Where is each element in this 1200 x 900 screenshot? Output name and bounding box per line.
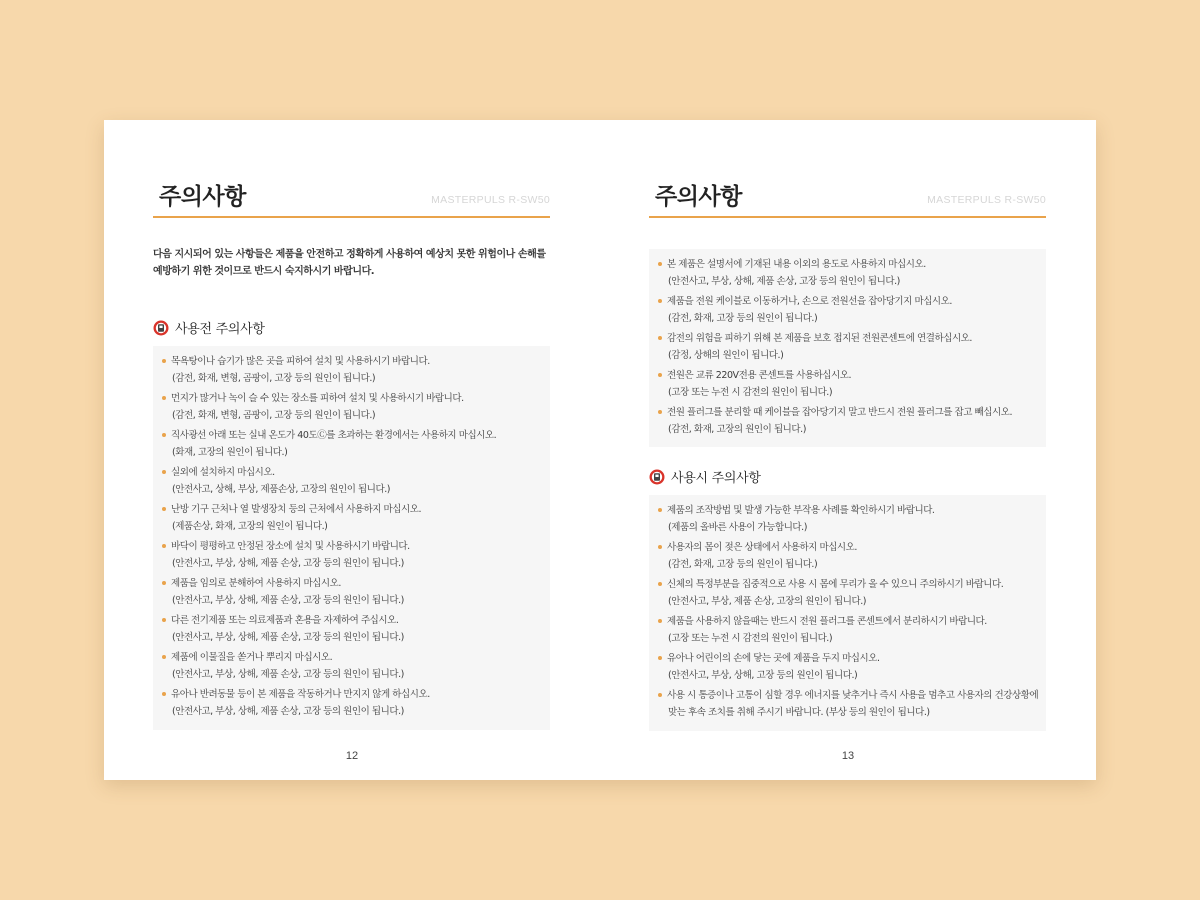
model-name: MASTERPULS R-SW50: [927, 194, 1046, 206]
item-note: (안전사고, 부상, 상해, 제품 손상, 고장 등의 원인이 됩니다.): [172, 558, 404, 569]
item-note: (감전, 화재, 고장의 원인이 됩니다.): [668, 424, 806, 435]
bullet-dot: [658, 299, 662, 303]
item-text: 제품에 이물질을 쏟거나 뿌리지 마십시오.: [171, 652, 333, 663]
list-item: [153, 464, 550, 498]
item-note: (안전사고, 부상, 상해, 제품 손상, 고장 등의 원인이 됩니다.): [172, 595, 404, 606]
list-item: [153, 575, 550, 609]
list-item: [649, 404, 1046, 438]
item-text: 전원 플러그를 분리할 때 케이블을 잡아당기지 말고 반드시 전원 플러그를 잡고 빼십시오.: [667, 407, 1013, 418]
item-text: 다른 전기제품 또는 의료제품과 혼용을 자제하여 주십시오.: [171, 615, 399, 626]
bullet-dot: [162, 618, 166, 622]
bullet-dot: [658, 582, 662, 586]
bullet-dot: [658, 545, 662, 549]
page-title: 주의사항: [655, 184, 742, 210]
list-item: [153, 501, 550, 535]
page-right: [600, 120, 1096, 780]
item-text: 사용 시 통증이나 고통이 심할 경우 에너지를 낮추거나 즉시 사용을 멈추고 사용자의 건강상황에: [667, 690, 1039, 701]
section-title-label: 사용전 주의사항: [175, 322, 265, 337]
section-title-before-use: [153, 318, 265, 337]
item-note: (안전사고, 부상, 상해, 제품 손상, 고장 등의 원인이 됩니다.): [172, 706, 404, 717]
item-text: 제품을 임의로 분해하여 사용하지 마십시오.: [171, 578, 341, 589]
bullet-dot: [162, 359, 166, 363]
bullet-dot: [658, 656, 662, 660]
item-text: 난방 기구 근처나 열 발생장치 등의 근처에서 사용하지 마십시오.: [171, 504, 422, 515]
manual-spread: [104, 120, 1096, 780]
item-text: 감전의 위험을 피하기 위해 본 제품을 보호 접지된 전원콘센트에 연결하십시오.: [667, 333, 972, 344]
bullet-dot: [162, 581, 166, 585]
intro-text: 다음 지시되어 있는 사항들은 제품을 안전하고 정확하게 사용하여 예상치 못한 위험이나 손해를 예방하기 위한 것이므로 반드시 숙지하시기 바랍니다.: [153, 249, 546, 277]
caution-box-during-use: [649, 495, 1046, 731]
bullet-dot: [658, 373, 662, 377]
item-note: (안전사고, 상해, 부상, 제품손상, 고장의 원인이 됩니다.): [172, 484, 391, 495]
bullet-dot: [162, 692, 166, 696]
item-note: 맞는 후속 조치를 취해 주시기 바랍니다. (부상 등의 원인이 됩니다.): [668, 707, 930, 718]
bullet-dot: [162, 470, 166, 474]
item-text: 먼지가 많거나 녹이 슬 수 있는 장소를 피하여 설치 및 사용하시기 바랍니다.: [171, 393, 464, 404]
bullet-dot: [658, 336, 662, 340]
bullet-dot: [658, 410, 662, 414]
page-header: [649, 170, 1046, 218]
page-number: 13: [841, 750, 855, 762]
list-item: [649, 502, 1046, 536]
list-item: [649, 613, 1046, 647]
warning-icon: [649, 469, 665, 485]
item-note: (안전사고, 부상, 상해, 제품 손상, 고장 등의 원인이 됩니다.): [172, 632, 404, 643]
section-title-during-use: [649, 467, 761, 486]
item-text: 제품을 사용하지 않을때는 반드시 전원 플러그를 콘센트에서 분리하시기 바랍니다.: [667, 616, 987, 627]
caution-box-before-use: [153, 346, 550, 730]
model-name: MASTERPULS R-SW50: [431, 194, 550, 206]
list-item: [153, 390, 550, 424]
page-header: [153, 170, 550, 218]
page-number: 12: [345, 750, 359, 762]
item-text: 유아나 반려동물 등이 본 제품을 작동하거나 만지지 않게 하십시오.: [171, 689, 430, 700]
bullet-dot: [658, 508, 662, 512]
caution-box-general: [649, 249, 1046, 447]
bullet-dot: [658, 262, 662, 266]
bullet-dot: [162, 507, 166, 511]
list-item: [649, 576, 1046, 610]
bullet-dot: [658, 693, 662, 697]
list-item: [153, 538, 550, 572]
item-text: 실외에 설치하지 마십시오.: [171, 467, 275, 478]
list-item: [649, 367, 1046, 401]
item-note: (안전사고, 부상, 제품 손상, 고장의 원인이 됩니다.): [668, 596, 867, 607]
list-item: [649, 539, 1046, 573]
item-text: 유아나 어린이의 손에 닿는 곳에 제품을 두지 마십시오.: [667, 653, 880, 664]
item-text: 목욕탕이나 습기가 많은 곳을 피하여 설치 및 사용하시기 바랍니다.: [171, 356, 430, 367]
caution-list: [649, 502, 1046, 721]
item-note: (고장 또는 누전 시 감전의 원인이 됩니다.): [668, 387, 833, 398]
item-text: 신체의 특정부분을 집중적으로 사용 시 몸에 무리가 올 수 있으니 주의하시기 바랍니다.: [667, 579, 1004, 590]
list-item: [153, 649, 550, 683]
section-title-label: 사용시 주의사항: [671, 471, 761, 486]
item-note: (화재, 고장의 원인이 됩니다.): [172, 447, 288, 458]
bullet-dot: [162, 544, 166, 548]
item-text: 제품의 조작방법 및 발생 가능한 부작용 사례를 확인하시기 바랍니다.: [667, 505, 935, 516]
list-item: [649, 687, 1046, 721]
list-item: [153, 427, 550, 461]
item-text: 바닥이 평평하고 안정된 장소에 설치 및 사용하시기 바랍니다.: [171, 541, 410, 552]
bullet-dot: [162, 655, 166, 659]
item-note: (제품의 올바른 사용이 가능합니다.): [668, 522, 807, 533]
warning-icon: [153, 320, 169, 336]
list-item: [649, 256, 1046, 290]
page-title: 주의사항: [159, 184, 246, 210]
item-note: (감전, 화재, 변형, 곰팡이, 고장 등의 원인이 됩니다.): [172, 373, 376, 384]
item-text: 본 제품은 설명서에 기재된 내용 이외의 용도로 사용하지 마십시오.: [667, 259, 926, 270]
item-note: (감정, 상해의 원인이 됩니다.): [668, 350, 784, 361]
list-item: [153, 353, 550, 387]
item-note: (감전, 화재, 고장 등의 원인이 됩니다.): [668, 313, 818, 324]
item-note: (감전, 화재, 고장 등의 원인이 됩니다.): [668, 559, 818, 570]
list-item: [153, 686, 550, 720]
item-note: (안전사고, 부상, 상해, 제품 손상, 고장 등의 원인이 됩니다.): [668, 276, 900, 287]
list-item: [153, 612, 550, 646]
item-text: 전원은 교류 220V전용 콘센트를 사용하십시오.: [667, 370, 852, 381]
bullet-dot: [658, 619, 662, 623]
item-note: (고장 또는 누전 시 감전의 원인이 됩니다.): [668, 633, 833, 644]
page-left: [104, 120, 600, 780]
list-item: [649, 650, 1046, 684]
bullet-dot: [162, 433, 166, 437]
item-note: (안전사고, 부상, 상해, 고장 등의 원인이 됩니다.): [668, 670, 858, 681]
item-text: 직사광선 아래 또는 실내 온도가 40도Ⓒ를 초과하는 환경에서는 사용하지 마십시오.: [171, 430, 497, 441]
item-text: 사용자의 몸이 젖은 상태에서 사용하지 마십시오.: [667, 542, 857, 553]
item-note: (감전, 화재, 변형, 곰팡이, 고장 등의 원인이 됩니다.): [172, 410, 376, 421]
bullet-dot: [162, 396, 166, 400]
list-item: [649, 330, 1046, 364]
caution-list: [649, 256, 1046, 438]
list-item: [649, 293, 1046, 327]
caution-list: [153, 353, 550, 720]
item-note: (안전사고, 부상, 상해, 제품 손상, 고장 등의 원인이 됩니다.): [172, 669, 404, 680]
item-note: (제품손상, 화재, 고장의 원인이 됩니다.): [172, 521, 328, 532]
item-text: 제품을 전원 케이블로 이동하거나, 손으로 전원선을 잡아당기지 마십시오.: [667, 296, 952, 307]
